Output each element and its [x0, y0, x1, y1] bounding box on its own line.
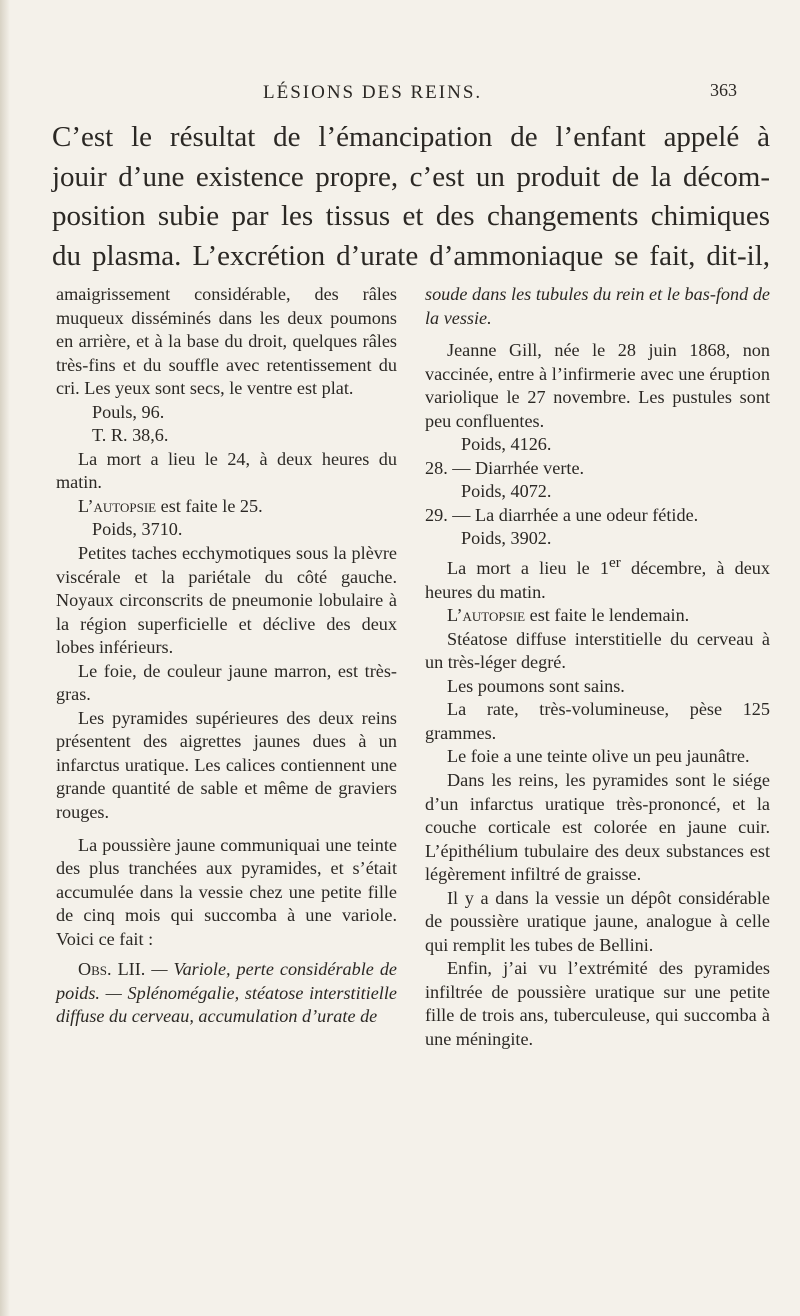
weight-value: Poids, 4072. — [461, 481, 552, 502]
death-paragraph — [425, 551, 770, 604]
temperature-value: T. R. 38,6. — [92, 425, 169, 446]
autopsy-line — [56, 495, 397, 519]
observation-title-continued: soude dans les tubules du rein et le bas-fond de la vessie. — [425, 284, 770, 328]
autopsy-line — [425, 604, 770, 628]
lead-paragraph — [52, 118, 770, 276]
autopsy-text: est faite le lendemain. — [525, 605, 690, 626]
weight-value: Poids, 4126. — [461, 434, 552, 455]
autopsy-text: est faite le 25. — [156, 495, 263, 516]
autopsy-label: L’autopsie — [78, 495, 157, 516]
paragraph: La rate, très-volumineuse, pèse 125 grammes. — [425, 699, 770, 743]
paragraph: Le foie, de couleur jaune marron, est très-gras. — [56, 660, 397, 705]
observation-heading — [56, 958, 397, 1029]
paragraph: Petites taches ecchymotiques sous la plèvre viscérale et la pariétale du côté gauche. Noyaux circonscrits de pneumonie lobulaire à la région superficielle et déclive des deux lobes inférieurs. — [56, 543, 397, 658]
paragraph: amaigrissement considérable, des râles muqueux disséminés dans les deux poumons en arrière, et à la base du droit, quelques râles très-fins et du souffle avec retentissement du cri. Les yeux sont secs, le ventre est plat. — [56, 284, 397, 399]
death-text: La mort a lieu le 1 — [447, 558, 610, 579]
paragraph: Enfin, j’ai vu l’extrémité des pyramides infiltrée de poussière uratique sur une petite fille de trois ans, tuberculeuse, qui succomba à une méningite. — [425, 958, 770, 1050]
lead-line: jouir d’une existence propre, c’est un produit de la décom- — [52, 160, 770, 193]
ordinal-suffix: er — [609, 554, 621, 572]
lead-line: C’est le résultat de l’émancipation de l’enfant appelé à — [52, 121, 770, 153]
observation-title: — Variole, perte considérable de poids. — Splénomégalie, stéatose interstitielle diffuse du cerveau, accumulation d’urate de — [56, 959, 397, 1027]
left-column — [56, 283, 397, 1029]
paragraph: Le foie a une teinte olive un peu jaunâtre. — [447, 746, 750, 767]
paragraph: Les poumons sont sains. — [447, 675, 625, 696]
paragraph: Il y a dans la vessie un dépôt considérable de poussière uratique jaune, analogue à celle qui remplit les tubes de Bellini. — [425, 887, 770, 955]
lead-line: du plasma. L’excrétion d’urate d’ammoniaque se fait, dit-il, — [52, 239, 770, 272]
paragraph: Stéatose diffuse interstitielle du cerveau à un très-léger degré. — [425, 628, 770, 673]
paragraph: La poussière jaune communiquai une teinte des plus tranchées aux pyramides, et s’était accumulée dans la vessie chez une petite fille de cinq mois qui succomba à une variole. Voici ce fait : — [56, 834, 397, 949]
pulse-value: Pouls, 96. — [92, 401, 165, 422]
weight-value: Poids, 3710. — [92, 519, 183, 540]
paragraph: La mort a lieu le 24, à deux heures du matin. — [56, 448, 397, 493]
running-head-title: LÉSIONS DES REINS. — [263, 82, 483, 103]
page-number: 363 — [710, 80, 737, 100]
paragraph: Jeanne Gill, née le 28 juin 1868, non vaccinée, entre à l’infirmerie avec une éruption variolique le 27 novembre. Les pustules sont peu confluentes. — [425, 340, 770, 431]
lead-line: position subie par les tissus et des changements chimiques — [52, 200, 770, 232]
paragraph: Les pyramides supérieures des deux reins présentent des aigrettes jaunes dues à un infarctus uratique. Les calices contiennent une grande quantité de sable et même de graviers rouges. — [56, 707, 397, 823]
weight-value: Poids, 3902. — [461, 528, 552, 549]
right-column — [425, 283, 770, 1052]
observation-label: Obs. LII. — [78, 959, 146, 980]
page-edge-shadow — [0, 0, 10, 1316]
death-text-rest: décembre, à deux heures du matin. — [425, 558, 770, 602]
paragraph: Dans les reins, les pyramides sont le siége d’un infarctus uratique très-prononcé, et la couche corticale est colorée en jaune cuir. L’épithélium tubulaire des deux substances est légèrement infiltré de graisse. — [425, 770, 770, 885]
autopsy-label: L’autopsie — [447, 605, 526, 626]
diary-entry: 29. — La diarrhée a une odeur fétide. — [425, 504, 699, 525]
diary-entry: 28. — Diarrhée verte. — [425, 457, 585, 478]
